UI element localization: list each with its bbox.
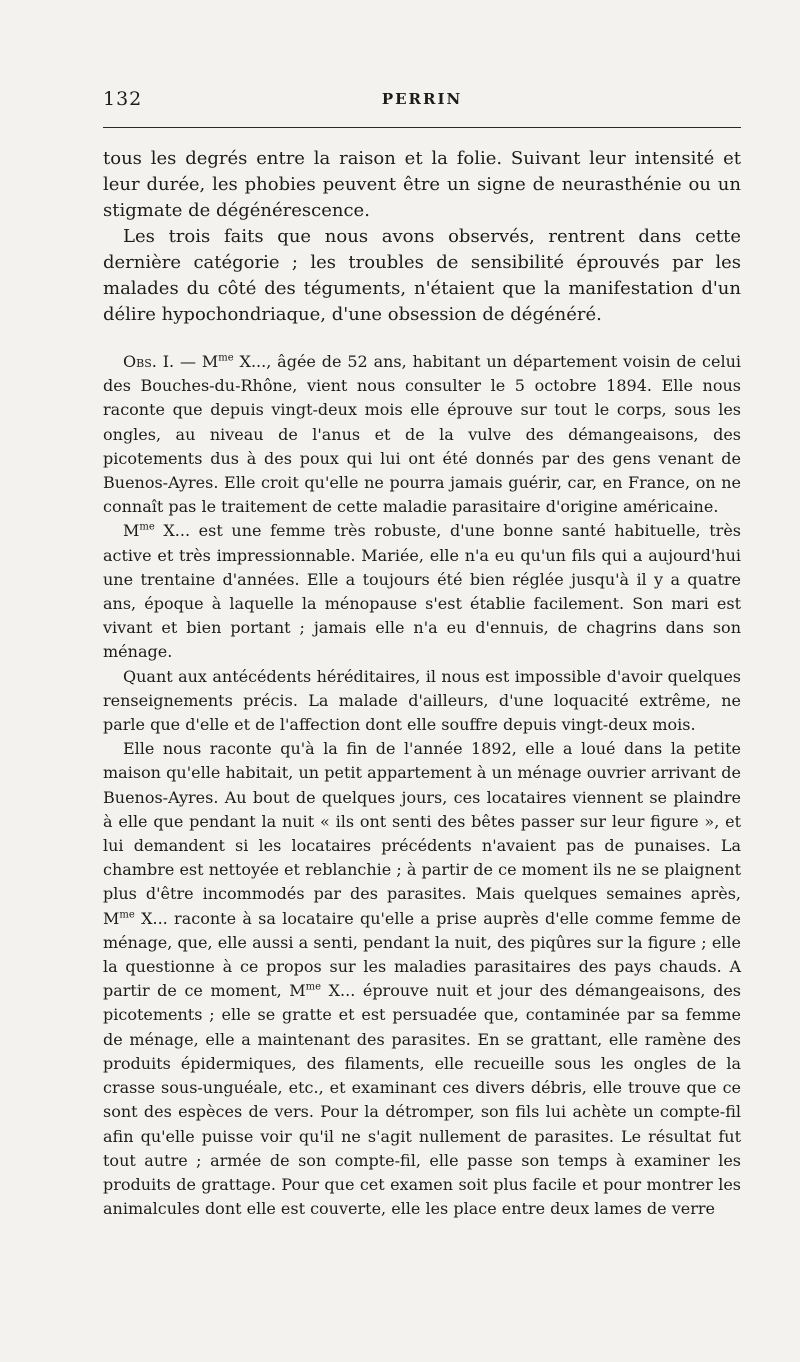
body-text: [103, 146, 741, 1221]
observation-paragraph: [103, 350, 741, 519]
observation-paragraph: [103, 519, 741, 664]
observation-paragraph: [103, 737, 741, 1221]
observation-text: X..., âgée de 52 ans, habitant un département voisin de celui des Bouches-du-Rhône, vient nous consulter le 5 octobre 1894. Elle nous raconte que depuis vingt-deux mois elle éprouve sur tout le corps, sous les ongles, au niveau de l'anus et de la vulve des démangeaisons, des picotements dus à des poux qui lui ont été donnés par des gens venant de Buenos-Ayres. Elle croit qu'elle ne pourra jamais guérir, car, en France, on ne connaît pas le traitement de cette maladie parasitaire d'origine américaine.: [103, 352, 742, 517]
title-superscript: me: [139, 522, 155, 534]
running-head: [103, 88, 741, 114]
running-title: PERRIN: [381, 90, 463, 108]
intro-section: [103, 146, 741, 328]
observation-text: X... est une femme très robuste, d'une bonne santé habituelle, très active et très impressionnable. Mariée, elle n'a eu qu'un fils qui a aujourd'hui une trentaine d'années. Elle a toujours été bien réglée jusqu'à il y a quatre ans, époque à laquelle la ménopause s'est établie facilement. Son mari est vivant et bien portant ; jamais elle n'a eu d'ennuis, de chagrins dans son ménage.: [103, 521, 741, 662]
observation-dash: —: [174, 352, 202, 371]
patient-title: M: [201, 352, 219, 371]
patient-title: M: [123, 521, 140, 541]
title-superscript: me: [119, 909, 135, 921]
observation-label: Obs. I.: [123, 352, 175, 371]
title-superscript: me: [305, 981, 322, 993]
observation-section: [103, 350, 741, 1221]
paragraph: Les trois faits que nous avons observés, rentrent dans cette dernière catégorie ; les troubles de sensibilité éprouvés par les malades du côté des téguments, n'étaient que la manifestation d'un délire hypochondriaque, d'une obsession de dégénéré.: [103, 226, 741, 325]
header-rule: [103, 127, 741, 128]
title-superscript: me: [218, 352, 234, 364]
paragraph-continued: tous les degrés entre la raison et la folie. Suivant leur intensité et leur durée, les phobies peuvent être un signe de neurasthénie ou un stigmate de dégénérescence.: [103, 148, 741, 221]
observation-text: X... raconte à sa locataire qu'elle a prise auprès d'elle comme femme de ménage, que, elle aussi a senti, pendant la nuit, des piqûres sur la figure ; elle la questionne à ce propos sur les maladies parasitaires des pays chauds. A partir de ce moment, M: [103, 908, 741, 1001]
page-number: 132: [103, 88, 143, 110]
observation-paragraph: Quant aux antécédents héréditaires, il nous est impossible d'avoir quelques renseignements précis. La malade d'ailleurs, d'une loquacité extrême, ne parle que d'elle et de l'affection dont elle souffre depuis vingt-deux mois.: [103, 666, 741, 735]
observation-text: X... éprouve nuit et jour des démangeaisons, des picotements ; elle se gratte et est persuadée que, contaminée par sa femme de ménage, elle a maintenant des parasites. En se grattant, elle ramène des produits épidermiques, des filaments, elle recueille sous les ongles de la crasse sous-unguéale, etc., et examinant ces divers débris, elle trouve que ce sont des espèces de vers. Pour la détromper, son fils lui achète un compte-fil afin qu'elle puisse voir qu'il ne s'agit nullement de parasites. Le résultat fut tout autre ; armée de son compte-fil, elle passe son temps à examiner les produits de grattage. Pour que cet examen soit plus facile et pour montrer les animalcules dont elle est couverte, elle les place entre deux lames de verre: [103, 981, 742, 1219]
observation-text: Elle nous raconte qu'à la fin de l'année 1892, elle a loué dans la petite maison qu'elle habitait, un petit appartement à un ménage ouvrier arrivant de Buenos-Ayres. Au bout de quelques jours, ces locataires viennent se plaindre à elle que pendant la nuit « ils ont senti des bêtes passer sur leur figure », et lui demandent si les locataires précédents n'avaient pas de punaises. La chambre est nettoyée et reblanchie ; à partir de ce moment ils ne se plaignent plus d'être incommodés par des parasites. Mais quelques semaines après, M: [103, 739, 741, 928]
